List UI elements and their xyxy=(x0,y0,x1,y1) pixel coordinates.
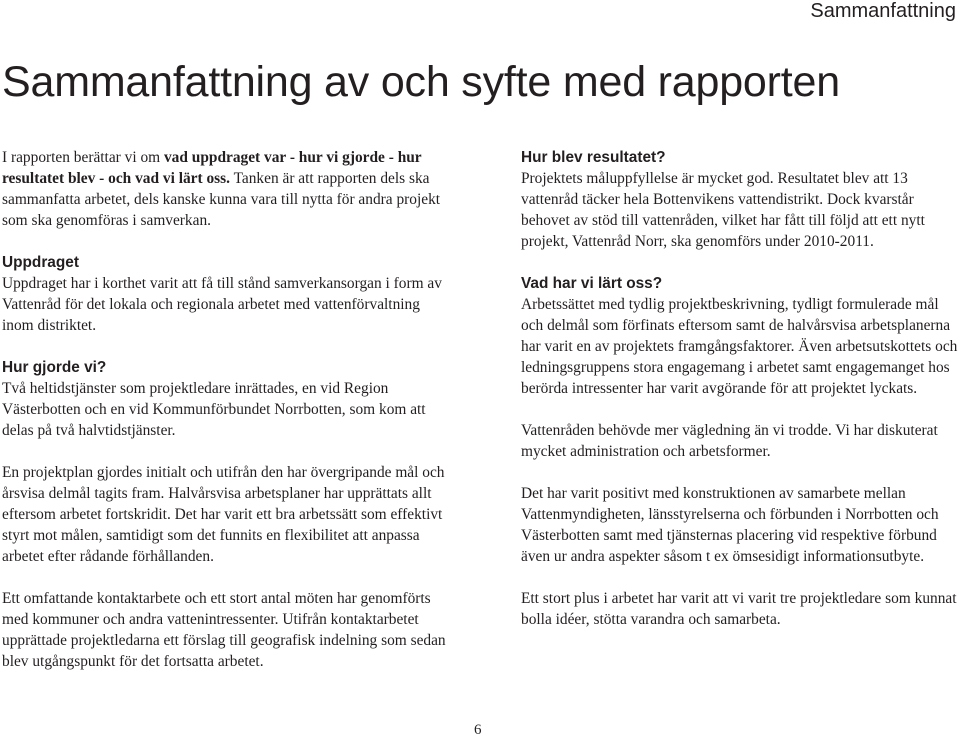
intro-paragraph xyxy=(2,147,450,231)
right-column xyxy=(521,147,959,651)
left-column xyxy=(2,147,450,693)
section-paragraph: Ett stort plus i arbetet har varit att vi varit tre projektledare som kunnat bolla idéer, stötta varandra och samarbeta. xyxy=(521,590,957,628)
section-heading-hur-blev-resultatet: Hur blev resultatet? xyxy=(521,149,666,166)
running-header: Sammanfattning xyxy=(810,0,956,22)
page-title: Sammanfattning av och syfte med rapporten xyxy=(2,58,840,106)
section-paragraph: Två heltidstjänster som projektledare inrättades, en vid Region Västerbotten och en vid Kommunförbundet Norrbotten, som kom att delas på två halvtidstjänster. xyxy=(2,380,426,439)
section-paragraph: Ett omfattande kontaktarbete och ett stort antal möten har genomförts med kommuner och andra vattenintressenter. Utifrån kontaktarbetet upprättade projektledarna ett förslag till geografisk indelning som sedan blev utgångspunkt för det fortsatta arbetet. xyxy=(2,590,446,670)
section-paragraph: Vattenråden behövde mer vägledning än vi trodde. Vi har diskuterat mycket administration och arbetsformer. xyxy=(521,422,938,460)
section-paragraph: Uppdraget har i korthet varit att få till stånd samverkansorgan i form av Vattenråd för det lokala och regionala arbetet med vattenförvaltning inom distriktet. xyxy=(2,275,442,334)
section-paragraph: En projektplan gjordes initialt och utifrån den har övergripande mål och årsvisa delmål tagits fram. Halvårsvisa arbetsplaner har upprättats allt eftersom arbetet fortskridit. Det har varit ett bra arbetssätt som effektivt styrt mot målen, samtidigt som det funnits en flexibilitet att anpassa arbetet efter rådande förhållanden. xyxy=(2,464,445,565)
section-heading-uppdraget: Uppdraget xyxy=(2,254,79,271)
intro-bold: vad uppdraget var - hur vi gjorde - hur resultatet blev - och vad vi lärt oss. xyxy=(2,149,422,187)
section-paragraph: Arbetssättet med tydlig projektbeskrivning, tydligt formulerade mål och delmål som förfinats eftersom samt de halvårsvisa arbetsplanerna har varit en av projektets framgångsfaktorer. Även arbetsutskottets och ledningsgruppens stora engagemang i arbetet samt engagemanget hos berörda intressenter har varit avgörande för att projektet lyckats. xyxy=(521,296,958,397)
page-number: 6 xyxy=(474,722,482,738)
intro-rest: Tanken är att rapporten dels ska sammanfatta arbetet, dels kanske kunna vara till nytta för andra projekt som ska genomföras i samverkan. xyxy=(2,170,441,229)
section-heading-vad-har-vi-lart-oss: Vad har vi lärt oss? xyxy=(521,275,663,292)
intro-lead: I rapporten berättar vi om xyxy=(2,149,164,166)
section-paragraph: Projektets måluppfyllelse är mycket god. Resultatet blev att 13 vattenråd täcker hela Bottenvikens vattendistrikt. Dock kvarstår behovet av stöd till vattenråden, vilket har fått till följd att ett nytt projekt, Vattenråd Norr, ska genomförs under 2010-2011. xyxy=(521,170,925,250)
section-paragraph: Det har varit positivt med konstruktionen av samarbete mellan Vattenmyndigheten, länsstyrelserna och förbunden i Norrbotten och Västerbotten samt med tjänsternas placering vid respektive förbund även ur andra aspekter såsom t ex ömsesidigt informationsutbyte. xyxy=(521,485,939,565)
section-heading-hur-gjorde-vi: Hur gjorde vi? xyxy=(2,359,107,376)
